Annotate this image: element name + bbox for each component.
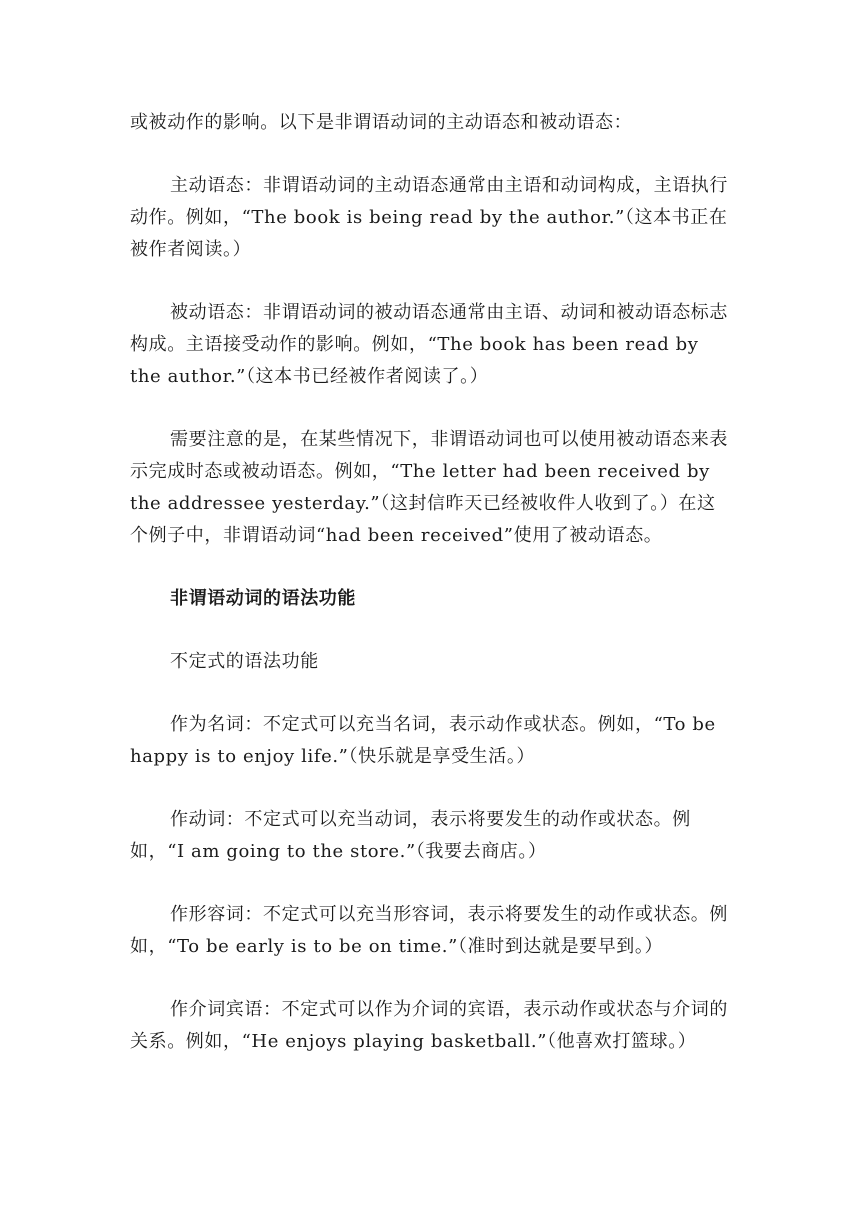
paragraph-note: 需要注意的是，在某些情况下，非谓语动词也可以使用被动语态来表示完成时态或被动语态。例如，“The letter had been received by the addressee yesterday.”（这封信昨天已经被收件人收到了。）在这个例子中，非谓语动词“had been received”使用了被动语态。	[130, 429, 728, 546]
paragraph-as-noun: 作为名词：不定式可以充当名词，表示动作或状态。例如，“To be happy is to enjoy life.”（快乐就是享受生活。）	[130, 714, 716, 767]
section-heading: 非谓语动词的语法功能	[170, 588, 356, 609]
paragraph-active-voice: 主动语态：非谓语动词的主动语态通常由主语和动词构成，主语执行动作。例如，“The book is being read by the author.”（这本书正在被作者阅读。）	[130, 175, 728, 260]
subsection-heading: 不定式的语法功能	[170, 651, 319, 672]
paragraph-as-adjective: 作形容词：不定式可以充当形容词，表示将要发生的动作或状态。例如，“To be early is to be on time.”（准时到达就是要早到。）	[130, 904, 728, 957]
paragraph-passive-voice: 被动语态：非谓语动词的被动语态通常由主语、动词和被动语态标志构成。主语接受动作的影响。例如，“The book has been read by the author.”（这本书已经被作者阅读了。）	[130, 302, 728, 387]
paragraph-as-verb: 作动词：不定式可以充当动词，表示将要发生的动作或状态。例如，“I am going to the store.”（我要去商店。）	[130, 809, 691, 862]
paragraph-intro-continuation: 或被动作的影响。以下是非谓语动词的主动语态和被动语态：	[130, 112, 633, 133]
paragraph-as-preposition-object: 作介词宾语：不定式可以作为介词的宾语，表示动作或状态与介词的关系。例如，“He enjoys playing basketball.”（他喜欢打篮球。）	[130, 999, 728, 1052]
